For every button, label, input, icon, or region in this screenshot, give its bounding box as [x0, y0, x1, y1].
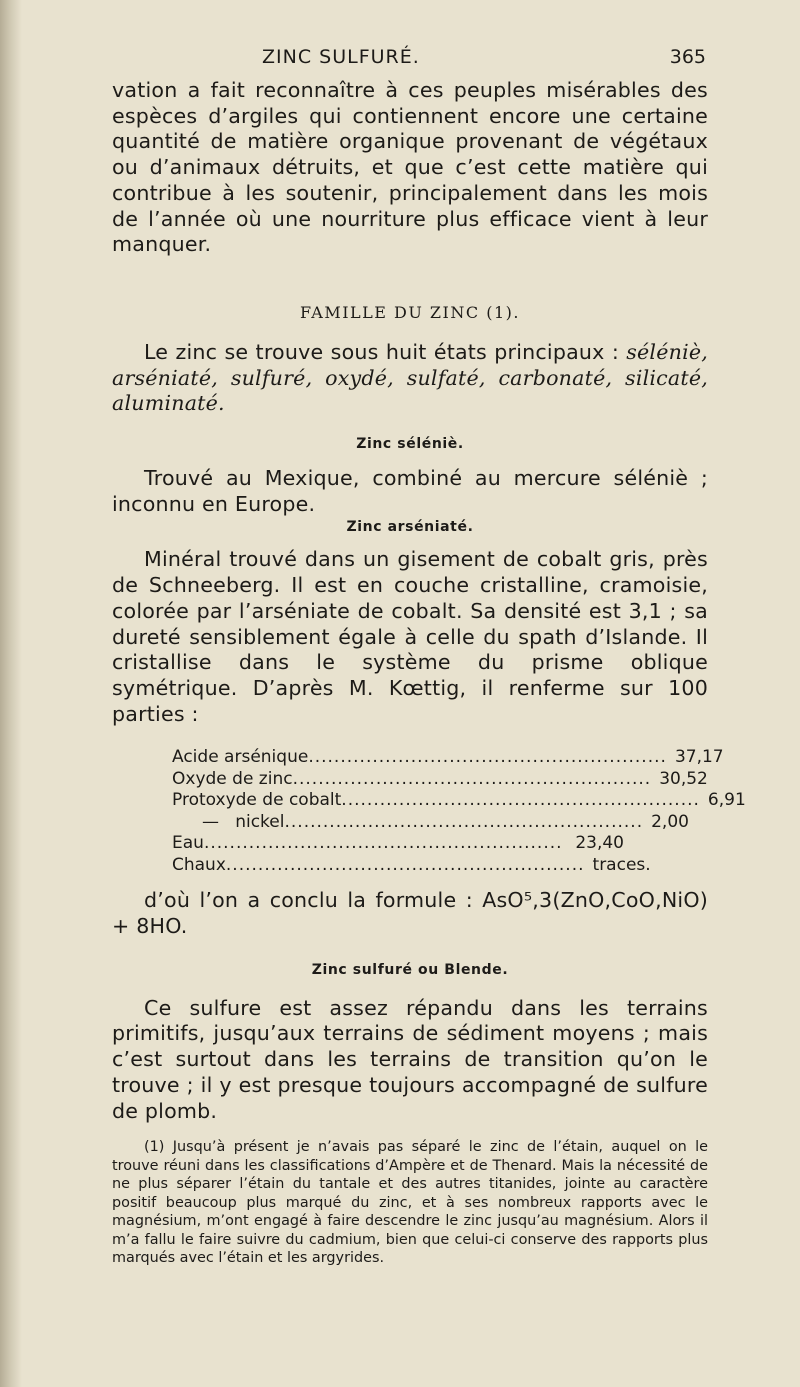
- zinc-arseniate-heading: Zinc arséniaté.: [346, 519, 474, 536]
- zinc-selenie-text: Trouvé au Mexique, combiné au mercure séléniè ; inconnu en Europe.: [112, 466, 708, 516]
- zinc-sulfure-heading: Zinc sulfuré ou Blende.: [311, 961, 509, 978]
- composition-value: 30,52: [659, 768, 708, 789]
- page-number: 365: [669, 46, 706, 68]
- states-paragraph: [112, 340, 708, 417]
- composition-value: traces.: [592, 854, 651, 875]
- leader-dots: ........................................................: [292, 768, 652, 789]
- composition-row: [172, 747, 724, 769]
- composition-name: Protoxyde de cobalt: [172, 790, 342, 811]
- composition-value: 23,40: [575, 833, 624, 854]
- formula-line: d’où l’on a conclu la formule : AsO⁵,3(ZnO,CoO,NiO) + 8HO.: [112, 888, 708, 939]
- leader-dots: ........................................................: [341, 790, 700, 811]
- composition-row: [172, 833, 624, 855]
- intro-paragraph: vation a fait reconnaître à ces peuples misérables des espèces d’argiles qui contiennent encore une certaine quantité de matière organique provenant de végétaux ou d’animaux détruits, et que c’est cette matière qui contribue à les soutenir, principalement dans les mois de l’année où une nourriture plus efficace vient à leur manquer.: [112, 78, 708, 257]
- composition-name: — nickel: [202, 811, 285, 832]
- composition-row: [172, 790, 746, 812]
- composition-value: 6,91: [707, 790, 746, 811]
- composition-row: [172, 768, 708, 791]
- composition-value: 37,17: [674, 747, 724, 768]
- composition-row: [172, 811, 689, 834]
- leader-dots: ........................................................: [225, 854, 585, 875]
- zinc-sulfure-text: Ce sulfure est assez répandu dans les terrains primitifs, jusqu’aux terrains de sédiment moyens ; mais c’est surtout dans les terrains de transition qu’on le trouve ; il y est presque toujours accompagné de sulfure de plomb.: [112, 995, 708, 1123]
- composition-name: Acide arsénique: [172, 747, 309, 768]
- zinc-arseniate-text: Minéral trouvé dans un gisement de cobalt gris, près de Schneeberg. Il est en couche cristalline, cramoisie, colorée par l’arséniate de cobalt. Sa densité est 3,1 ; sa dureté sensiblement égale à celle du spath d’Islande. Il cristallise dans le système du prisme oblique symétrique. D’après M. Kœttig, il renferme sur 100 parties :: [112, 547, 708, 726]
- zinc-selenie-heading: Zinc séléniè.: [356, 436, 464, 453]
- page-binding-edge: [0, 0, 22, 1387]
- composition-name: Eau: [172, 833, 204, 854]
- composition-name: Oxyde de zinc: [172, 768, 293, 789]
- composition-name: Chaux: [172, 854, 226, 875]
- leader-dots: ........................................................: [308, 747, 667, 768]
- composition-table: [172, 747, 746, 876]
- running-head: [112, 46, 708, 78]
- footnote: (1) Jusqu’à présent je n’avais pas séparé le zinc de l’étain, auquel on le trouve réuni dans les classifications d’Ampère et de Thenard. Mais la nécessité de ne plus séparer l’étain du tantale et des autres titanides, jointe au caractère positif beaucoup plus marqué du zinc, et à ses nombreux rapports avec le magnésium, m’ont engagé à faire descendre le zinc jusqu’au magnésium. Alors il m’a fallu le faire suivre du cadmium, bien que celui-ci conserve des rapports plus marqués avec l’étain et les argyrides.: [112, 1139, 708, 1267]
- composition-row: [172, 854, 651, 877]
- states-lead: Le zinc se trouve sous huit états principaux :: [144, 339, 627, 364]
- states-list: séléniè, arséniaté, sulfuré, oxydé, sulfaté, carbonaté, silicaté, aluminaté.: [112, 339, 708, 416]
- leader-dots: ........................................................: [203, 833, 563, 854]
- composition-value: 2,00: [651, 811, 689, 832]
- running-head-title: ZINC SULFURÉ.: [262, 46, 420, 68]
- section-heading: FAMILLE DU ZINC (1).: [300, 302, 520, 322]
- book-page: [112, 46, 746, 1268]
- leader-dots: ........................................................: [284, 811, 644, 832]
